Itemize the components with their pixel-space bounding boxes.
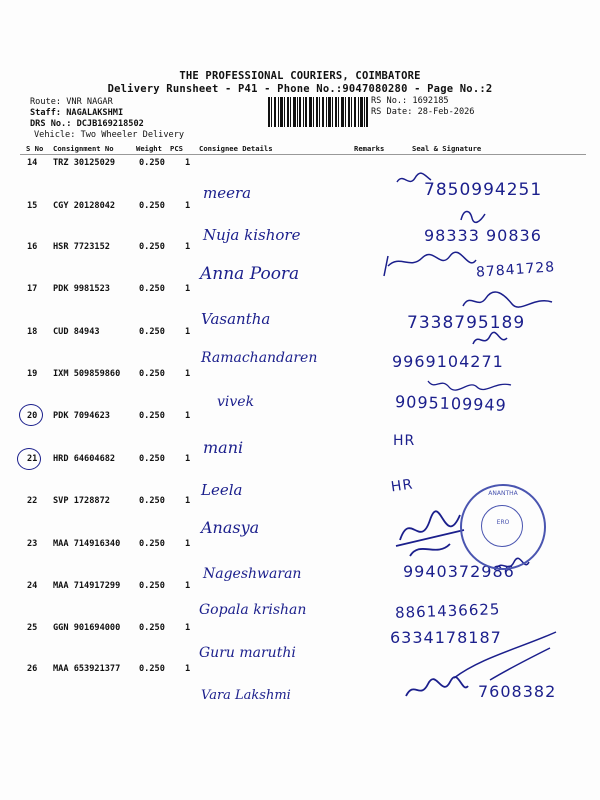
row-consignment: MAA 653921377 (53, 664, 121, 674)
col-consignee: Consignee Details (199, 144, 273, 153)
row-consignment: CUD 84943 (53, 327, 100, 337)
staff: Staff: NAGALAKSHMI (30, 108, 124, 118)
handwritten-phone: 98333 90836 (424, 226, 542, 245)
handwritten-name: vivek (217, 394, 255, 410)
row-pcs: 1 (185, 496, 191, 506)
handwritten-name: Guru maruthi (199, 645, 296, 661)
handwritten-phone: HR (389, 476, 415, 496)
drs-number: DRS No.: DCJB169218502 (30, 119, 144, 129)
row-sno: 16 (27, 242, 38, 252)
row-weight: 0.250 (139, 327, 165, 337)
row-sno: 24 (27, 581, 38, 591)
handwritten-name: Gopala krishan (199, 602, 307, 618)
row-weight: 0.250 (139, 454, 165, 464)
row-pcs: 1 (185, 201, 191, 211)
row-sno: 26 (27, 664, 38, 674)
row-sno: 15 (27, 201, 38, 211)
signature-scribble (470, 330, 510, 352)
handwritten-phone: 6334178187 (390, 628, 502, 647)
col-sno: S No (26, 144, 44, 153)
row-consignment: TRZ 30125029 (53, 158, 116, 168)
barcode (268, 97, 368, 127)
row-consignment: PDK 9981523 (53, 284, 110, 294)
row-consignment: IXM 509859860 (53, 369, 121, 379)
signature-scribble (402, 676, 472, 702)
handwritten-phone: 7608382 (478, 682, 557, 701)
vehicle: Vehicle: Two Wheeler Delivery (34, 130, 185, 140)
handwritten-name: Nuja kishore (203, 226, 301, 244)
row-sno: 20 (27, 411, 38, 421)
row-weight: 0.250 (139, 496, 165, 506)
row-consignment: PDK 7094623 (53, 411, 110, 421)
row-sno: 14 (27, 158, 38, 168)
signature-scribble (380, 250, 480, 280)
row-consignment: SVP 1728872 (53, 496, 110, 506)
row-consignment: MAA 714916340 (53, 539, 121, 549)
handwritten-name: Anasya (201, 518, 260, 537)
row-pcs: 1 (185, 158, 191, 168)
row-weight: 0.250 (139, 623, 165, 633)
row-pcs: 1 (185, 284, 191, 294)
row-consignment: MAA 714917299 (53, 581, 121, 591)
signature-scribble (425, 375, 515, 393)
handwritten-name: Nageshwaran (203, 566, 302, 582)
handwritten-phone: 8861436625 (394, 600, 501, 622)
row-consignment: HSR 7723152 (53, 242, 110, 252)
company-title: THE PROFESSIONAL COURIERS, COIMBATORE (179, 70, 421, 82)
row-weight: 0.250 (139, 284, 165, 294)
handwritten-phone: 87841728 (475, 259, 556, 281)
signature-scribble (460, 290, 556, 312)
row-consignment: GGN 901694000 (53, 623, 121, 633)
row-weight: 0.250 (139, 158, 165, 168)
route: Route: VNR NAGAR (30, 97, 113, 107)
handwritten-phone: 9969104271 (392, 352, 504, 371)
row-sno: 22 (27, 496, 38, 506)
row-pcs: 1 (185, 411, 191, 421)
row-sno: 23 (27, 539, 38, 549)
seal-stamp (460, 484, 546, 570)
col-pcs: PCS (170, 144, 183, 153)
runsheet-subtitle: Delivery Runsheet - P41 - Phone No.:9047080280 - Page No.:2 (107, 83, 493, 95)
col-seal-signature: Seal & Signature (412, 144, 482, 153)
row-weight: 0.250 (139, 581, 165, 591)
handwritten-phone: HR (393, 433, 416, 449)
row-pcs: 1 (185, 623, 191, 633)
row-sno: 18 (27, 327, 38, 337)
handwritten-phone: 9940372986 (403, 562, 515, 581)
col-weight: Weight (136, 144, 162, 153)
row-weight: 0.250 (139, 369, 165, 379)
rs-date: RS Date: 28-Feb-2026 (371, 107, 475, 117)
seal-center-text: ERO (496, 519, 510, 526)
handwritten-name: Ramachandaren (201, 350, 318, 366)
col-consignment: Consignment No (53, 144, 114, 153)
seal-ring-text: ANANTHA (488, 490, 518, 497)
row-sno: 17 (27, 284, 38, 294)
row-pcs: 1 (185, 581, 191, 591)
row-pcs: 1 (185, 539, 191, 549)
row-weight: 0.250 (139, 242, 165, 252)
handwritten-phone: 7850994251 (424, 180, 543, 200)
handwritten-phone: 9095109949 (394, 392, 508, 415)
handwritten-name: Leela (201, 481, 243, 499)
signature-scribble (395, 170, 435, 190)
row-sno: 25 (27, 623, 38, 633)
header-divider (20, 154, 586, 155)
row-consignment: HRD 64604682 (53, 454, 116, 464)
handwritten-phone: 7338795189 (407, 313, 526, 333)
row-pcs: 1 (185, 327, 191, 337)
handwritten-name: Anna Poora (200, 264, 300, 284)
route-info (30, 97, 184, 141)
signature-scribble (390, 500, 470, 560)
handwritten-name: mani (203, 438, 244, 457)
row-sno: 21 (27, 454, 38, 464)
row-weight: 0.250 (139, 411, 165, 421)
handwritten-name: Vara Lakshmi (201, 688, 291, 703)
handwritten-name: meera (203, 184, 252, 202)
handwritten-name: Vasantha (201, 310, 271, 328)
col-remarks: Remarks (354, 144, 385, 153)
rs-number: RS No.: 1692185 (371, 96, 449, 106)
row-pcs: 1 (185, 242, 191, 252)
row-consignment: CGY 20128042 (53, 201, 116, 211)
rs-info (371, 96, 474, 118)
row-weight: 0.250 (139, 201, 165, 211)
seal-inner-ring (481, 505, 523, 547)
row-weight: 0.250 (139, 664, 165, 674)
row-pcs: 1 (185, 664, 191, 674)
row-pcs: 1 (185, 454, 191, 464)
row-sno: 19 (27, 369, 38, 379)
row-pcs: 1 (185, 369, 191, 379)
row-weight: 0.250 (139, 539, 165, 549)
signature-scribble (458, 206, 488, 226)
